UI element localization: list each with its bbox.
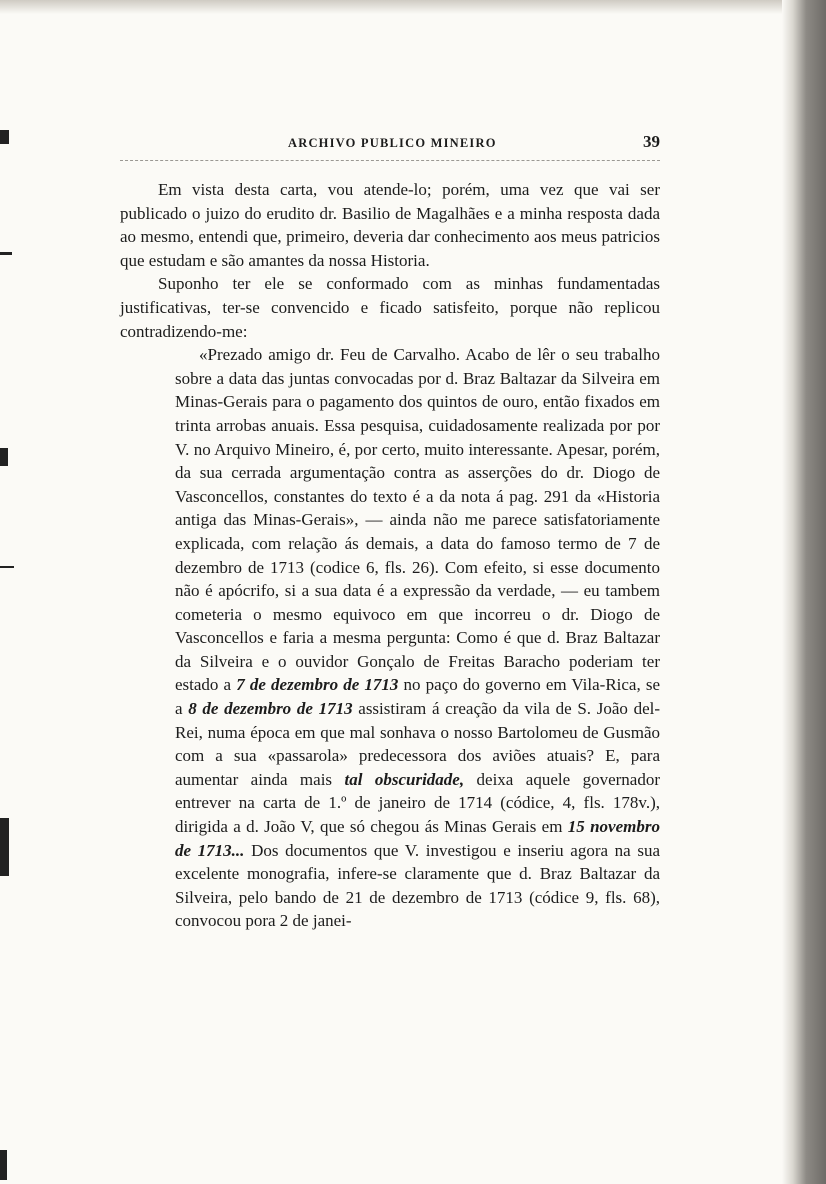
- binding-mark: [0, 1150, 7, 1180]
- page-header: [120, 132, 660, 156]
- quote-emphasis: 7 de dezembro de 1713: [236, 675, 399, 695]
- quote-text: Dos documentos que V. investigou e inseriu agora na sua excelente monografia, infere-se claramente que d. Braz Baltazar da Silveira, pelo bando de 21 de dezembro de 1713 (códice 9, fls. 68), convocou pora 2 de janei-: [175, 840, 660, 931]
- page-number: 39: [643, 132, 660, 151]
- paragraph: Suponho ter ele se conformado com as minhas fundamentadas justificativas, ter-se convencido e ficado satisfeito, porque não replicou contradizendo-me:: [120, 274, 660, 341]
- binding-mark: [0, 130, 9, 144]
- quote-emphasis: 15 novembro de 1713...: [175, 817, 660, 860]
- paragraph: Em vista desta carta, vou atende-lo; porém, uma vez que vai ser publicado o juizo do erudito dr. Basilio de Magalhães e a minha resposta dada ao mesmo, entendi que, primeiro, deveria dar conhecimento aos meus patricios que estudam e são amantes da nossa Historia.: [120, 180, 660, 270]
- body-text: [120, 178, 660, 933]
- binding-mark: [0, 448, 8, 466]
- quote-emphasis: tal obscuridade,: [344, 769, 465, 789]
- quote-text: no paço do governo em Vila-Rica, se a: [175, 675, 661, 719]
- binding-mark: [0, 252, 12, 255]
- page-binding-shadow: [782, 0, 826, 1184]
- quote-text: deixa aquele governador entrever na carta de 1.º de janeiro de 1714 (códice, 4, fls. 178v.), dirigida a d. João V, que só chegou ás Minas Gerais em: [175, 769, 660, 837]
- header-rule: [120, 160, 660, 161]
- page-top-shadow: [0, 0, 826, 14]
- binding-mark: [0, 566, 14, 568]
- quote-text: «Prezado amigo dr. Feu de Carvalho. Acabo de lêr o seu trabalho sobre a data das juntas convocadas por d. Braz Baltazar da Silveira em Minas-Gerais para o pagamento dos quintos de ouro, então fixados em trinta arrobas anuais. Essa pesquisa, cuidadosamente realizada por por V. no Arquivo Mineiro, é, por certo, muito interessante. Apesar, porém, da sua cerrada argumentação contra as asserções do dr. Diogo de Vasconcellos, constantes do texto é a da nota á pag. 291 da «Historia antiga das Minas-Gerais», — ainda não me parece satisfatoriamente explicada, com relação ás demais, a data do famoso termo de 7 de dezembro de 1713 (codice 6, fls. 26). Com efeito, si esse documento não é apócrifo, si a sua data é a expressão da verdade, — eu tambem cometeria o mesmo equivoco em que incorreu o dr. Diogo de Vasconcellos e faria a mesma pergunta: Como é que d. Braz Baltazar da Silveira e o ouvidor Gonçalo de Freitas Baracho poderiam ter estado a: [175, 345, 660, 695]
- running-head: ARCHIVO PUBLICO MINEIRO: [288, 136, 497, 150]
- quote-text: assistiram á creação da vila de S. João del-Rei, numa época em que mal sonhava o nosso Bartolomeu de Gusmão com a sua «passarola» predecessora dos aviões atuais? E, para aumentar ainda mais: [175, 699, 661, 789]
- quoted-letter: [175, 343, 660, 933]
- quote-emphasis: 8 de dezembro de 1713: [188, 699, 353, 719]
- binding-mark: [0, 818, 9, 876]
